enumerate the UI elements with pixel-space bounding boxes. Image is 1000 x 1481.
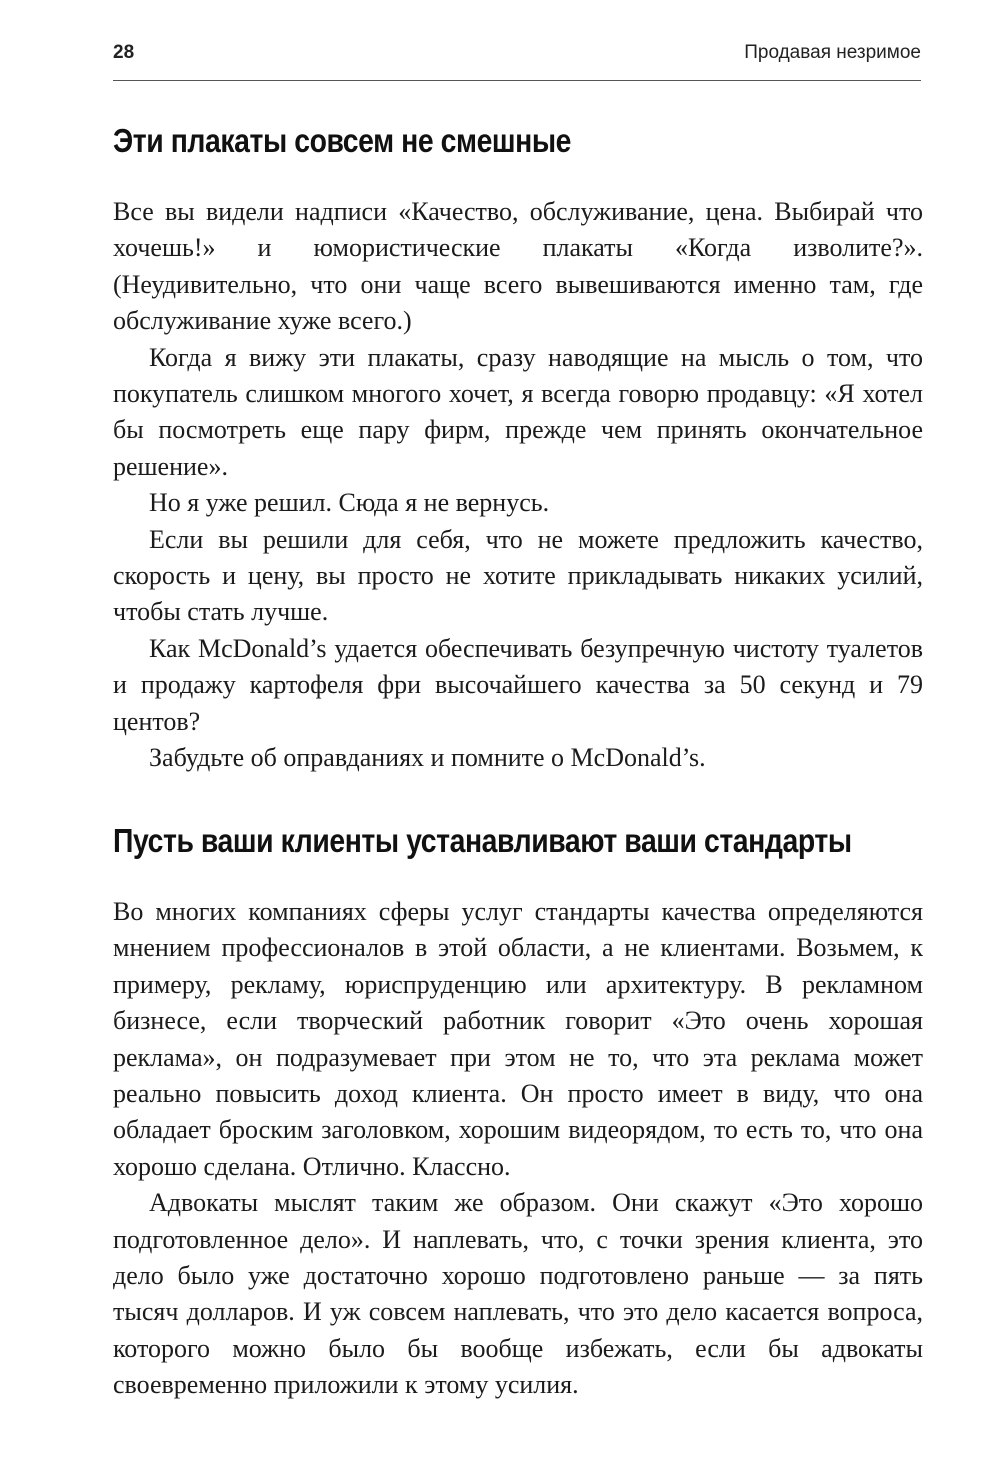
paragraph: Когда я вижу эти плакаты, сразу наводящие на мысль о том, что покупатель слишком многого хочет, я всегда говорю продавцу: «Я хотел бы посмотреть еще пару фирм, прежде чем принять окончательное решение». — [113, 342, 923, 481]
section-heading-posters: Эти плакаты совсем не смешные — [113, 122, 572, 159]
running-head — [113, 38, 921, 72]
header-divider — [113, 80, 921, 81]
paragraph: Но я уже решил. Сюда я не вернусь. — [149, 488, 550, 518]
section-body-posters — [113, 194, 923, 777]
paragraph: Адвокаты мыслят таким же образом. Они скажут «Это хорошо подготовленное дело». И наплевать, что, с точки зрения клиента, это дело было уже достаточно хорошо подготовлено раньше — за пять тысяч долларов. И уж совсем наплевать, что это дело касается вопроса, которого можно было бы вообще избежать, если бы адвокаты своевременно приложили к этому усилия. — [113, 1188, 923, 1400]
paragraph: Как McDonald’s удается обеспечивать безупречную чистоту туалетов и продажу картофеля фри высочайшего качества за 50 секунд и 79 центов? — [113, 633, 923, 736]
paragraph: Все вы видели надписи «Качество, обслуживание, цена. Выбирай что хочешь!» и юмористические плакаты «Когда изволите?». (Неудивительно, что они чаще всего вывешиваются именно там, где обслуживание хуже всего.) — [113, 197, 923, 336]
paragraph: Забудьте об оправданиях и помните о McDonald’s. — [149, 743, 706, 773]
page-number: 28 — [113, 42, 135, 63]
section-body-standards — [113, 894, 923, 1404]
paragraph: Если вы решили для себя, что не можете предложить качество, скорость и цену, вы просто не хотите прикладывать никаких усилий, чтобы стать лучше. — [113, 524, 923, 627]
section-heading-standards: Пусть ваши клиенты устанавливают ваши стандарты — [113, 822, 852, 859]
paragraph: Во многих компаниях сферы услуг стандарты качества определяются мнением профессионалов в этой области, а не клиентами. Возьмем, к примеру, рекламу, юриспруденцию или архитектуру. В рекламном бизнесе, если творческий работник говорит «Это очень хорошая реклама», он подразумевает при этом не то, что эта реклама может реально повысить доход клиента. Он просто имеет в виду, что она обладает броским заголовком, хорошим видеорядом, то есть то, что она хорошо сделана. Отлично. Классно. — [113, 897, 923, 1181]
running-title: Продавая незримое — [744, 42, 921, 63]
